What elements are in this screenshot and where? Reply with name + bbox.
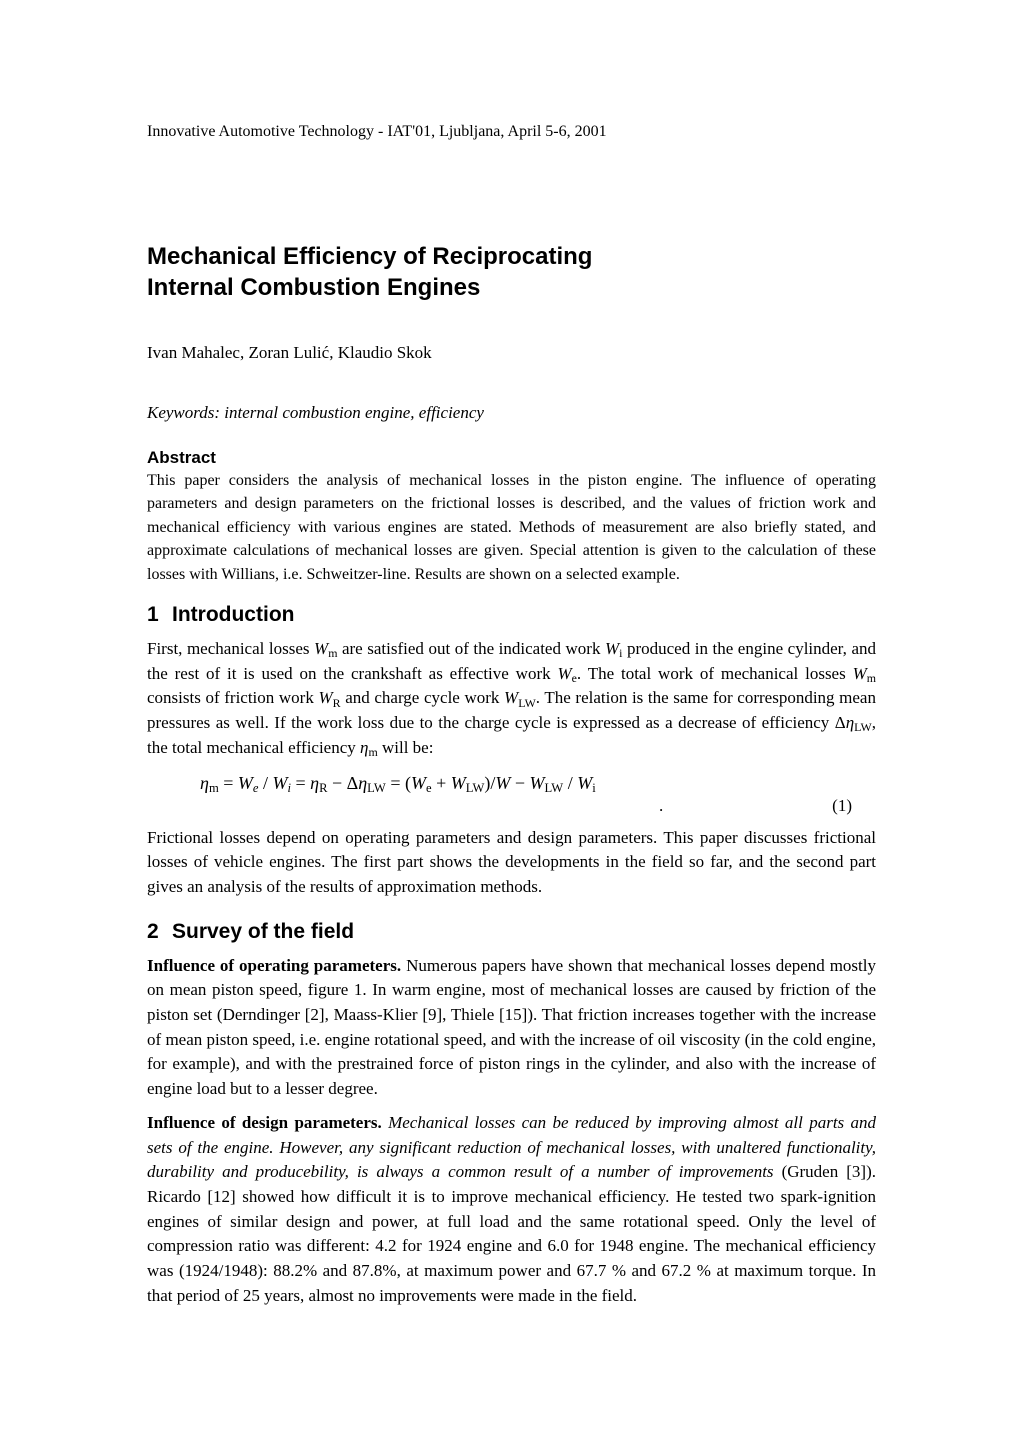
section-2-heading [147,919,876,945]
equation-1-tail [147,796,876,817]
section-1-title: Introduction [172,603,295,627]
abstract-text: This paper considers the analysis of mechanical losses in the piston engine. The influence of operating parameters and design parameters on the frictional losses is described, and the values of friction work and mechanical efficiency with various engines are stated. Methods of measurement are also briefly stated, and approximate calculations of mechanical losses are given. Special attention is given to the calculation of these losses with Willians, i.e. Schweitzer-line. Results are shown on a selected example. [147,472,876,583]
intro-paragraph-1: First, mechanical losses Wm are satisfied out of the indicated work Wi produced in the engine cylinder, and the rest of it is used on the crankshaft as effective work We. The total work of mechanical losses Wm consists of friction work WR and charge cycle work WLW. The relation is the same for corresponding mean pressures as well. If the work loss due to the charge cycle is expressed as a decrease of efficiency ΔηLW, the total mechanical efficiency ηm will be: [147,639,876,760]
equation-1-expression: ηm = We / Wi = ηR − ΔηLW = (We + WLW)/W − WLW / Wi [200,772,596,796]
section-1-heading [147,602,876,628]
paper-title [147,241,876,303]
section-2-title: Survey of the field [172,919,355,943]
section-1-number: 1 [147,603,159,627]
equation-1-period: . [659,795,664,815]
authors-line: Ivan Mahalec, Zoran Lulić, Klaudio Skok [147,343,432,362]
keywords-line: Keywords: internal combustion engine, efficiency [147,403,484,422]
section-2-number: 2 [147,919,159,943]
equation-1-number: (1) [832,795,852,815]
abstract-heading: Abstract [147,448,216,467]
running-header: Innovative Automotive Technology - IAT'01, Ljubljana, April 5-6, 2001 [147,123,607,140]
survey-paragraph-design: Influence of design parameters. Mechanical losses can be reduced by improving almost all parts and sets of the engine. However, any significant reduction of mechanical losses, with unaltered functionality, durability and producebility, is always a common result of a number of improvements (Gruden [3]). Ricardo [12] showed how difficult it is to improve mechanical efficiency. He tested two spark-ignition engines of similar design and power, at full load and the same rotational speed. Only the level of compression ratio was different: 4.2 for 1924 engine and 6.0 for 1948 engine. The mechanical efficiency was (1924/1948): 88.2% and 87.8%, at maximum power and 67.7 % and 67.2 % at maximum torque. In that period of 25 years, almost no improvements were made in the field. [147,1112,876,1305]
paper-title-line1: Mechanical Efficiency of Reciprocating [147,243,593,270]
intro-paragraph-2: Frictional losses depend on operating parameters and design parameters. This paper discusses frictional losses of vehicle engines. The first part shows the developments in the field so far, and the second part gives an analysis of the results of approximation methods. [147,827,876,896]
survey-paragraph-operating: Influence of operating parameters. Numerous papers have shown that mechanical losses depend mostly on mean piston speed, figure 1. In warm engine, most of mechanical losses are caused by friction of the piston set (Derndinger [2], Maass-Klier [9], Thiele [15]). That friction increases together with the increase of mean piston speed, i.e. engine rotational speed, and with the increase of oil viscosity (in the cold engine, for example), and with the prestrained force of piston rings in the cylinder, and also with the increase of engine load but to a lesser degree. [147,955,876,1099]
paper-title-line2: Internal Combustion Engines [147,274,481,301]
equation-1 [147,770,876,817]
